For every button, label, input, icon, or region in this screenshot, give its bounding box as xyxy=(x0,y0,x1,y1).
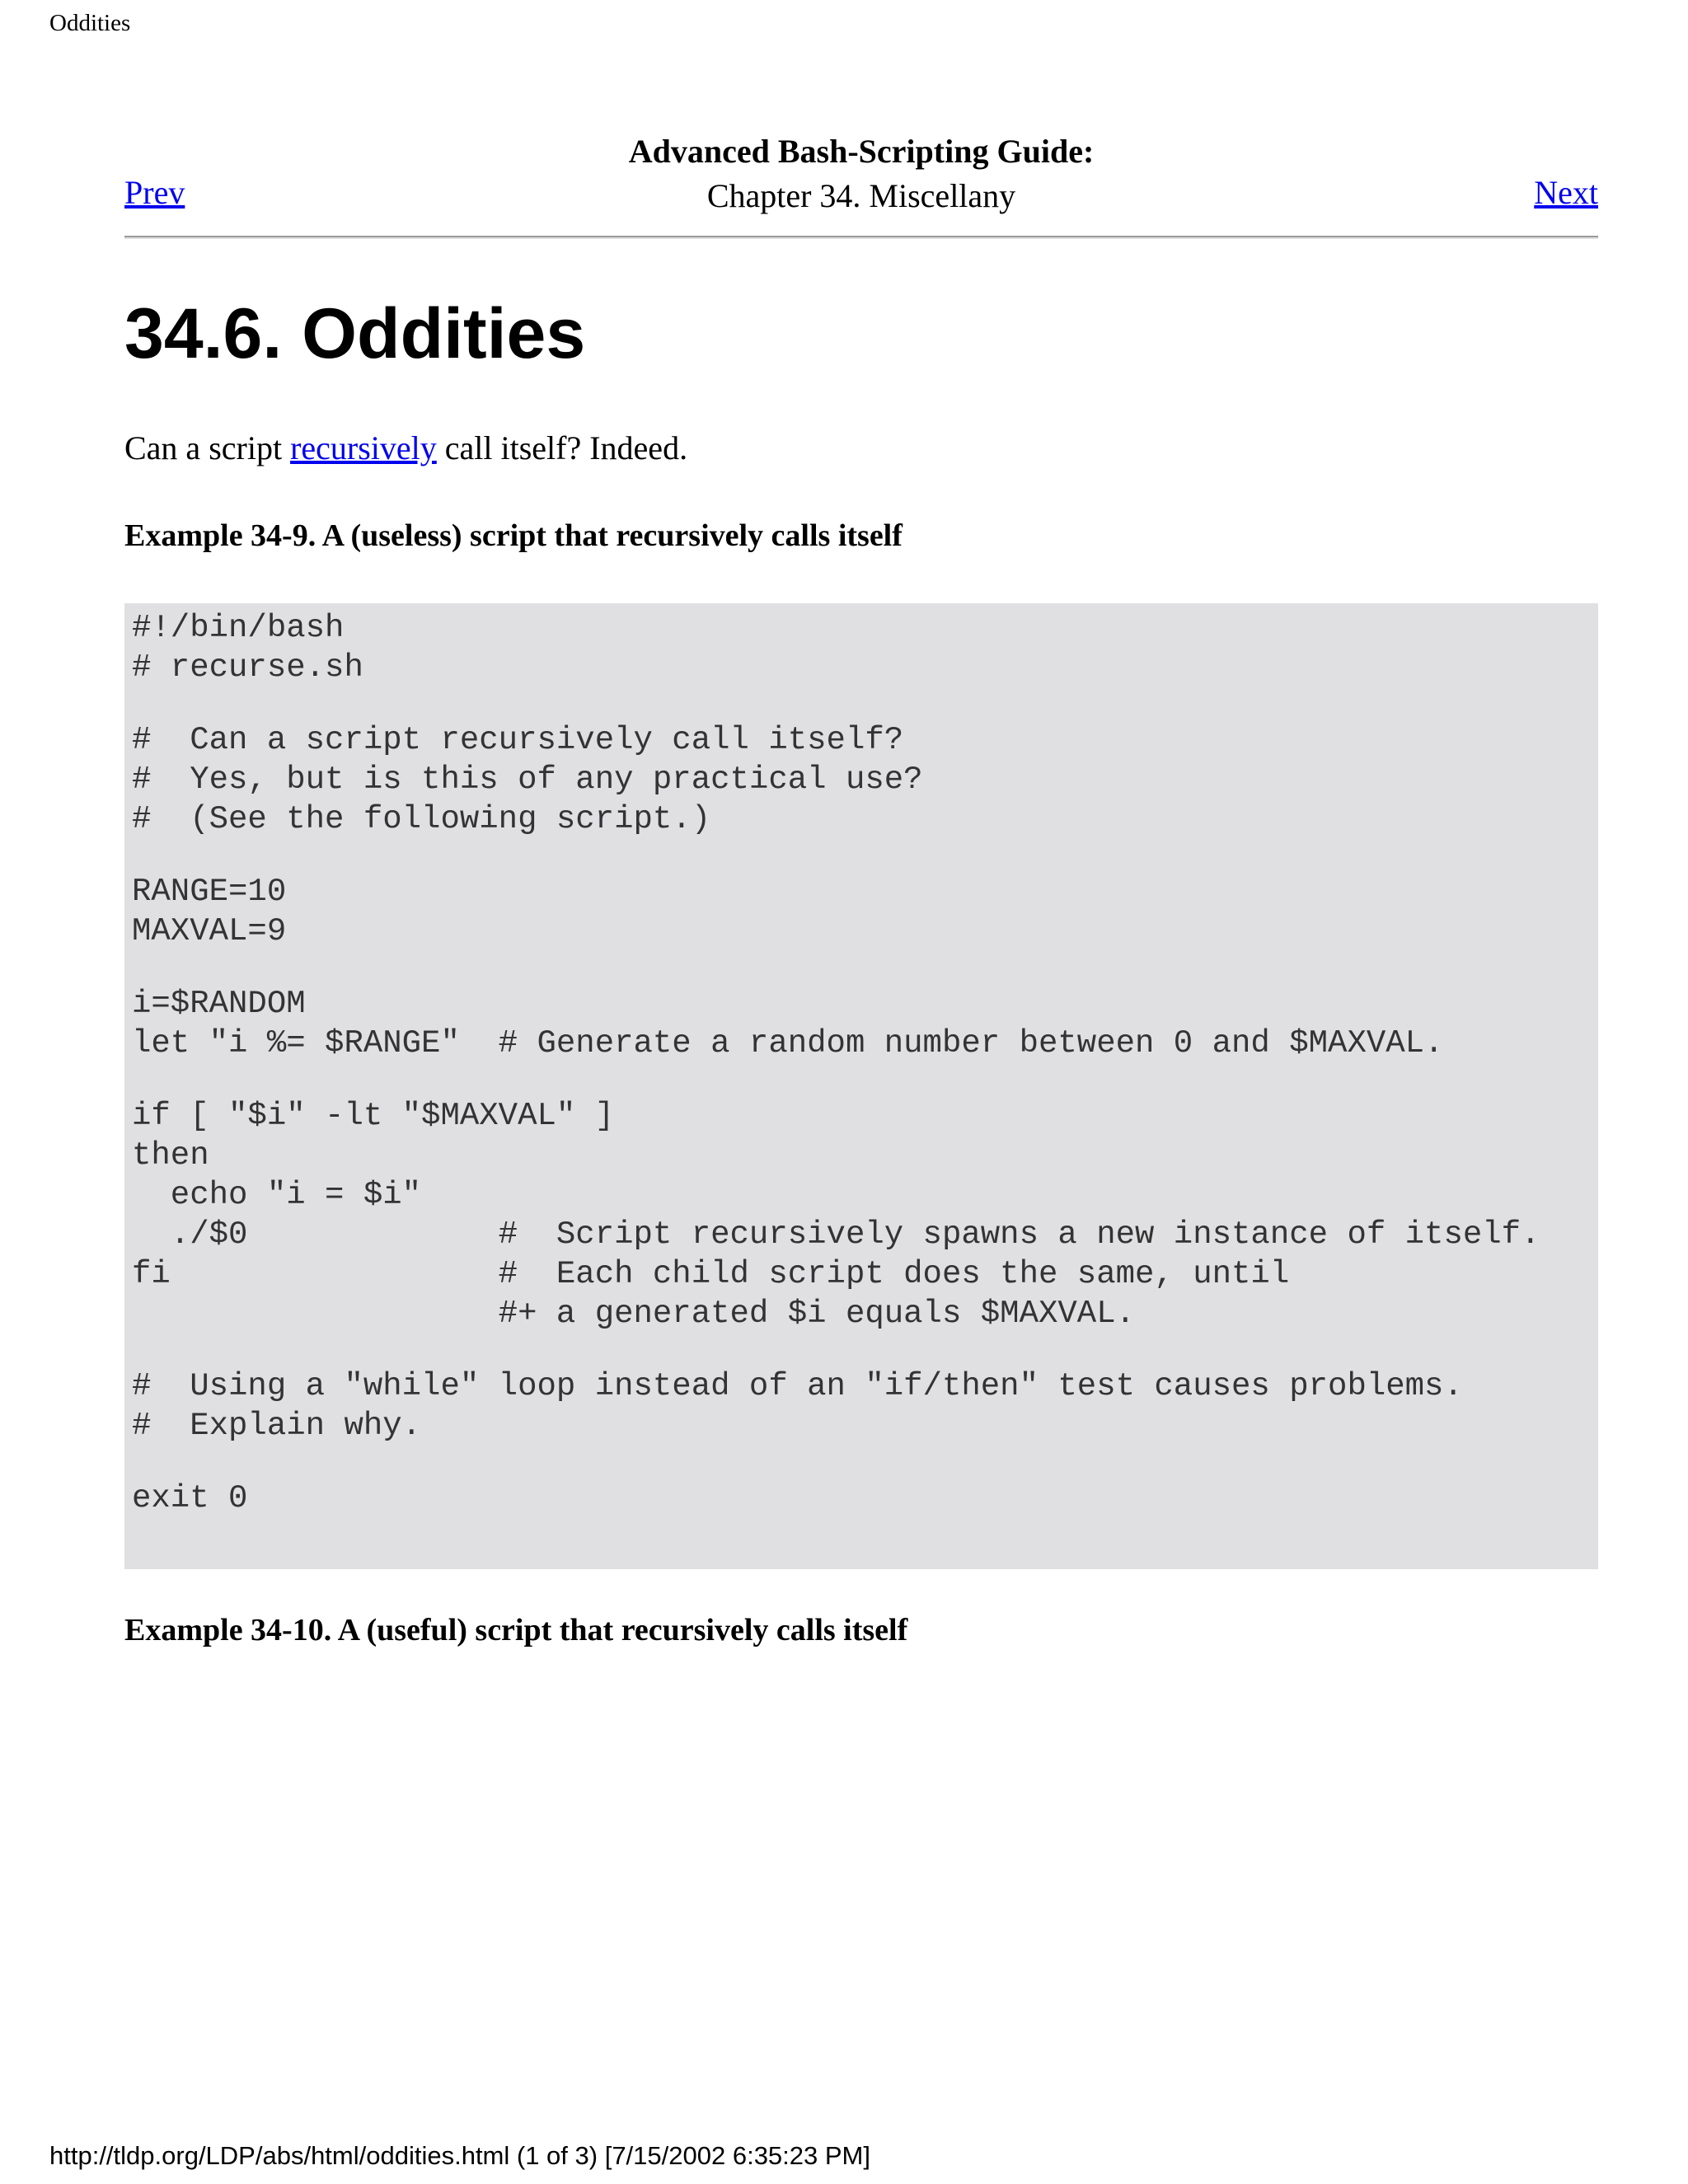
code-line: # Using a "while" loop instead of an "if/then" test causes problems. xyxy=(132,1368,1463,1404)
example-34-9-title: Example 34-9. A (useless) script that recursively calls itself xyxy=(124,518,903,553)
code-listing xyxy=(124,603,1598,1569)
code-line: exit 0 xyxy=(132,1480,248,1516)
code-line: let "i %= $RANGE" # Generate a random number between 0 and $MAXVAL. xyxy=(132,1025,1444,1062)
code-line: #+ a generated $i equals $MAXVAL. xyxy=(132,1296,1135,1332)
code-line: fi # Each child script does the same, until xyxy=(132,1256,1290,1292)
navigation-header xyxy=(124,132,1598,239)
intro-paragraph xyxy=(124,429,687,467)
intro-text-before: Can a script xyxy=(124,429,291,466)
header-divider xyxy=(124,236,1598,239)
code-line: #!/bin/bash xyxy=(132,610,345,646)
code-line: # Can a script recursively call itself? xyxy=(132,722,904,758)
print-footer-url: http://tldp.org/LDP/abs/html/oddities.html (1 of 3) [7/15/2002 6:35:23 PM] xyxy=(49,2141,870,2170)
code-line: # (See the following script.) xyxy=(132,801,711,837)
section-title: 34.6. Oddities xyxy=(124,294,586,373)
print-header-title: Oddities xyxy=(49,10,131,36)
recursively-link[interactable]: recursively xyxy=(290,429,437,466)
example-34-10-title: Example 34-10. A (useful) script that recursively calls itself xyxy=(124,1613,908,1647)
code-line: # Yes, but is this of any practical use? xyxy=(132,762,923,798)
code-line: ./$0 # Script recursively spawns a new instance of itself. xyxy=(132,1216,1540,1253)
code-line: # Explain why. xyxy=(132,1408,422,1444)
next-link[interactable]: Next xyxy=(1534,174,1598,211)
code-line: if [ "$i" -lt "$MAXVAL" ] xyxy=(132,1098,615,1134)
code-line: MAXVAL=9 xyxy=(132,913,287,949)
code-line: RANGE=10 xyxy=(132,874,287,910)
intro-text-after: call itself? Indeed. xyxy=(436,429,688,466)
guide-title: Advanced Bash-Scripting Guide: xyxy=(628,133,1095,170)
prev-link[interactable]: Prev xyxy=(124,174,185,211)
chapter-title: Chapter 34. Miscellany xyxy=(706,177,1016,214)
code-line: then xyxy=(132,1137,209,1174)
code-line: echo "i = $i" xyxy=(132,1177,422,1213)
code-line: # recurse.sh xyxy=(132,649,363,686)
code-line: i=$RANDOM xyxy=(132,986,306,1022)
